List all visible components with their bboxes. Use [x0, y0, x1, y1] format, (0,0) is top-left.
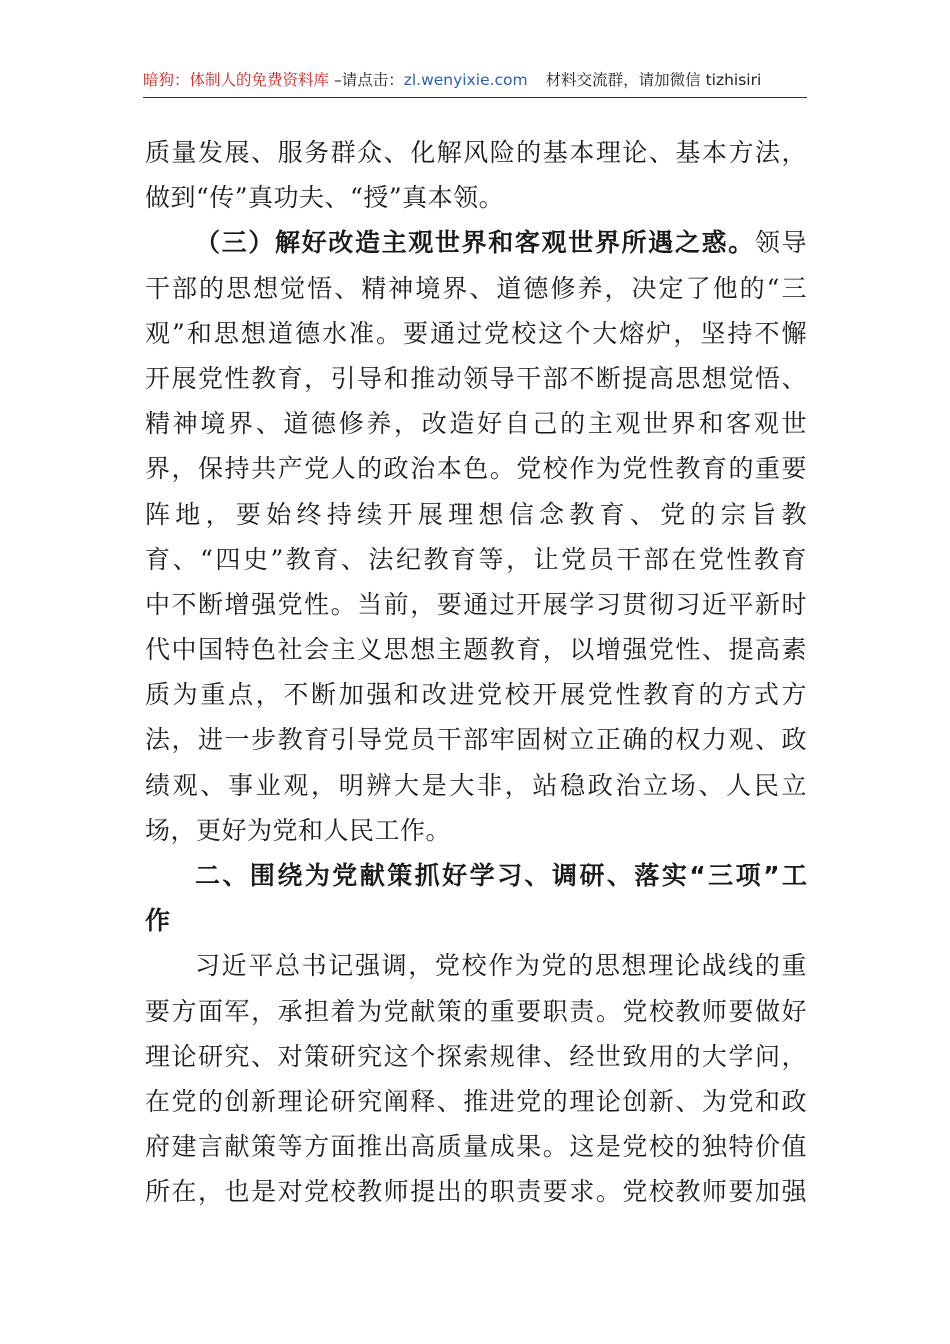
- text-line: 质为重点，不断加强和改进党校开展党性教育的方式方: [145, 680, 807, 710]
- text-line: 代中国特色社会主义思想主题教育，以增强党性、提高素: [145, 635, 807, 665]
- header-group-info: 材料交流群，请加微信 tizhisiri: [545, 71, 762, 89]
- text-line: 精神境界、道德修养，改造好自己的主观世界和客观世: [145, 409, 807, 439]
- text-line: 理论研究、对策研究这个探索规律、经世致用的大学问，: [145, 1041, 807, 1071]
- text-line: 质量发展、服务群众、化解风险的基本理论、基本方法，: [145, 138, 807, 167]
- text-line: 做到“传”真功夫、“授”真本领。: [145, 183, 505, 213]
- text-line: 育、“四史”教育、法纪教育等，让党员干部在党性教育: [145, 544, 807, 574]
- subsection-line: [145, 220, 807, 265]
- text-line: 绩观、事业观，明辨大是大非，站稳政治立场、人民立: [145, 770, 807, 800]
- page-header: [143, 66, 807, 98]
- text-line: 所在，也是对党校教师提出的职责要求。党校教师要加强: [145, 1177, 807, 1207]
- subsection-title: （三）解好改造主观世界和客观世界所遇之惑。: [195, 228, 755, 258]
- text-line: 界，保持共产党人的政治本色。党校作为党性教育的重要: [145, 454, 807, 484]
- text-line: 府建言献策等方面推出高质量成果。这是党校的独特价值: [145, 1132, 807, 1162]
- text-line: 在党的创新理论研究阐释、推进党的理论创新、为党和政: [145, 1086, 807, 1116]
- text-line: 干部的思想觉悟、精神境界、道德修养，决定了他的“三: [145, 273, 807, 303]
- text-line: 场，更好为党和人民工作。: [145, 815, 452, 845]
- document-body: [145, 130, 807, 1215]
- text-line: 法，进一步教育引导党员干部牢固树立正确的权力观、政: [145, 725, 807, 755]
- header-prompt: –请点击：: [329, 71, 404, 89]
- text-line: 阵地，要始终持续开展理想信念教育、党的宗旨教: [145, 499, 807, 529]
- text-line: 开展党性教育，引导和推动领导干部不断提高思想觉悟、: [145, 363, 807, 393]
- section-heading-cont: 作: [145, 906, 171, 936]
- text-line: 观”和思想道德水准。要通过党校这个大熔炉，坚持不懈: [145, 318, 807, 348]
- text-line: 习近平总书记强调，党校作为党的思想理论战线的重: [195, 951, 807, 981]
- header-brand: 暗狗：体制人的免费资料库: [143, 71, 330, 89]
- text-line: 要方面军，承担着为党献策的重要职责。党校教师要做好: [145, 996, 807, 1026]
- text-span: 领导: [754, 228, 807, 258]
- text-line: 中不断增强党性。当前，要通过开展学习贯彻习近平新时: [145, 589, 807, 619]
- section-heading: 二、围绕为党献策抓好学习、调研、落实“三项”工: [195, 861, 807, 890]
- header-link[interactable]: zl.wenyixie.com: [403, 71, 528, 89]
